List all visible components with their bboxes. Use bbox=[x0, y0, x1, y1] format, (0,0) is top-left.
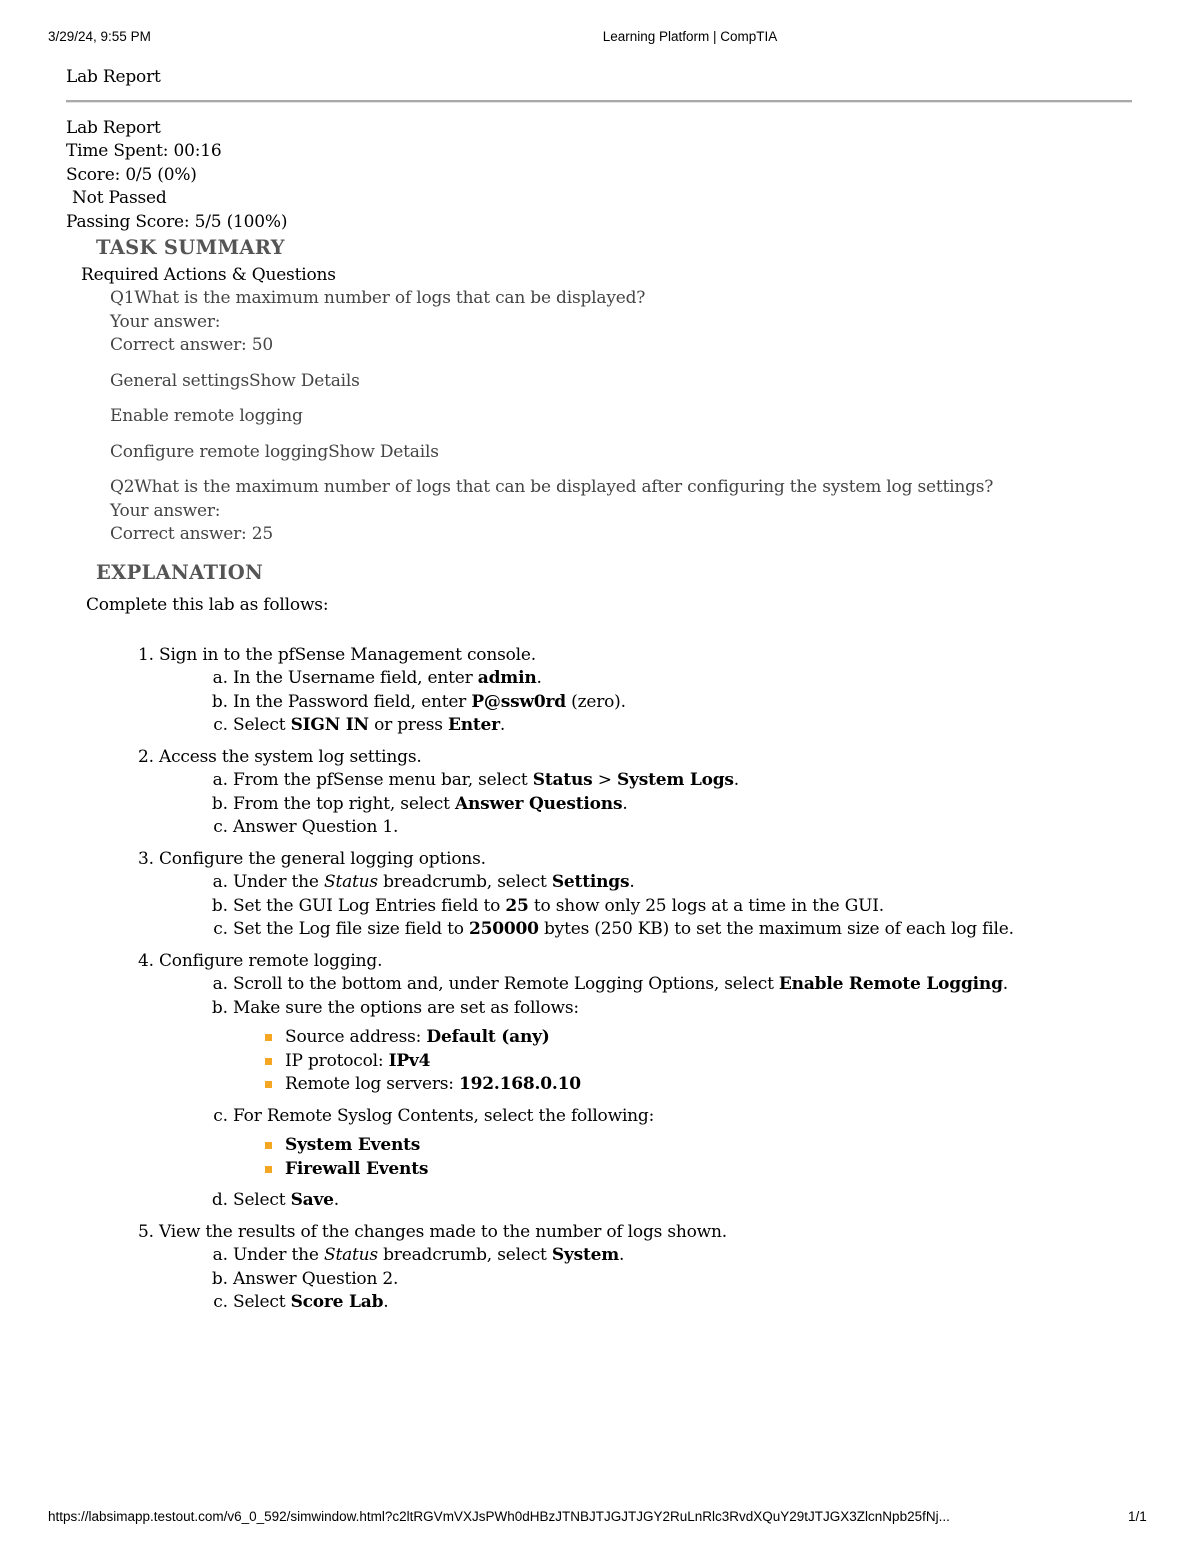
question-1 bbox=[110, 287, 1136, 358]
step-text: Access the system log settings. bbox=[159, 746, 422, 767]
substeps bbox=[159, 871, 1136, 942]
task-general-settings bbox=[110, 370, 1136, 394]
lab-report bbox=[66, 66, 1136, 1323]
substep: b. Answer Question 2. bbox=[233, 1268, 1136, 1292]
explanation-heading: EXPLANATION bbox=[96, 560, 264, 584]
print-header bbox=[0, 29, 1200, 47]
pass-status: Not Passed bbox=[72, 188, 167, 208]
task-label: Enable remote logging bbox=[110, 406, 303, 426]
substep: c. For Remote Syslog Contents, select the following: System Events Firewall Events bbox=[233, 1105, 1136, 1182]
task-label: General settings bbox=[110, 370, 249, 391]
report-title: Lab Report bbox=[66, 117, 161, 138]
explanation-steps bbox=[66, 644, 1136, 1315]
bullet-square-icon bbox=[265, 1142, 272, 1149]
substep: c. Select Score Lab. bbox=[233, 1291, 1136, 1315]
required-actions-list bbox=[110, 287, 1136, 547]
substep: b. In the Password field, enter P@ssw0rd (zero). bbox=[233, 691, 1136, 715]
score: Score: 0/5 (0%) bbox=[66, 164, 197, 185]
substeps bbox=[159, 973, 1136, 1213]
bullet-square-icon bbox=[265, 1081, 272, 1088]
question-text: Q2What is the maximum number of logs that can be displayed after configuring the system log settings? bbox=[110, 477, 994, 497]
print-datetime: 3/29/24, 9:55 PM bbox=[48, 29, 151, 44]
substep: a. Under the Status breadcrumb, select System. bbox=[233, 1244, 1136, 1268]
step-2 bbox=[159, 746, 1136, 840]
substep: a. In the Username field, enter admin. bbox=[233, 667, 1136, 691]
bullet-square-icon bbox=[265, 1034, 272, 1041]
bullet-item: IP protocol: IPv4 bbox=[285, 1050, 1136, 1074]
score-summary bbox=[66, 117, 1136, 235]
passing-score: Passing Score: 5/5 (100%) bbox=[66, 211, 288, 232]
bullet-item: System Events bbox=[285, 1134, 1136, 1158]
step-text: Configure the general logging options. bbox=[159, 848, 486, 869]
print-url: https://labsimapp.testout.com/v6_0_592/simwindow.html?c2ltRGVmVXJsPWh0dHBzJTNBJTJGJTJGY2RuLnRlc3RvdXQuY29tJTJGX3ZlcnNpb25fNj... bbox=[48, 1509, 950, 1524]
required-actions-heading: Required Actions & Questions bbox=[81, 264, 336, 285]
task-summary-heading: TASK SUMMARY bbox=[96, 236, 285, 259]
substep: c. Select SIGN IN or press Enter. bbox=[233, 714, 1136, 738]
step-1 bbox=[159, 644, 1136, 738]
show-details-link[interactable]: Show Details bbox=[249, 370, 360, 391]
your-answer: Your answer: bbox=[110, 500, 221, 521]
correct-answer: Correct answer: 25 bbox=[110, 524, 274, 544]
step-text: Sign in to the pfSense Management console. bbox=[159, 644, 536, 665]
substep: a. Scroll to the bottom and, under Remote Logging Options, select Enable Remote Logging. bbox=[233, 973, 1136, 997]
substeps bbox=[159, 769, 1136, 840]
bullet-item: Firewall Events bbox=[285, 1158, 1136, 1182]
divider bbox=[66, 100, 1132, 103]
option-list bbox=[233, 1134, 1136, 1181]
show-details-link[interactable]: Show Details bbox=[328, 441, 439, 462]
substep: b. Make sure the options are set as follows: Source address: Default (any) IP protocol: IPv4 Remote log servers: 192.168.0.10 bbox=[233, 997, 1136, 1097]
task-enable-remote-logging bbox=[110, 405, 1136, 429]
option-list bbox=[233, 1026, 1136, 1097]
bullet-item: Remote log servers: 192.168.0.10 bbox=[285, 1073, 1136, 1097]
substep: a. Under the Status breadcrumb, select Settings. bbox=[233, 871, 1136, 895]
question-2 bbox=[110, 476, 1136, 547]
task-label: Configure remote logging bbox=[110, 441, 329, 462]
task-configure-remote-logging bbox=[110, 441, 1136, 465]
substep: a. From the pfSense menu bar, select Status > System Logs. bbox=[233, 769, 1136, 793]
step-4 bbox=[159, 950, 1136, 1213]
bullet-item: Source address: Default (any) bbox=[285, 1026, 1136, 1050]
substep: d. Select Save. bbox=[233, 1189, 1136, 1213]
print-page-number: 1/1 bbox=[1128, 1509, 1147, 1524]
substep: c. Set the Log file size field to 250000 bytes (250 KB) to set the maximum size of each log file. bbox=[233, 918, 1136, 942]
substep: c. Answer Question 1. bbox=[233, 816, 1136, 840]
substeps bbox=[159, 667, 1136, 738]
print-footer bbox=[0, 1509, 1200, 1527]
bullet-square-icon bbox=[265, 1166, 272, 1173]
your-answer: Your answer: bbox=[110, 311, 221, 332]
bullet-square-icon bbox=[265, 1058, 272, 1065]
step-text: Configure remote logging. bbox=[159, 950, 383, 971]
time-spent: Time Spent: 00:16 bbox=[66, 141, 222, 161]
step-3 bbox=[159, 848, 1136, 942]
question-text: Q1What is the maximum number of logs that can be displayed? bbox=[110, 288, 646, 308]
step-5 bbox=[159, 1221, 1136, 1315]
explanation-intro: Complete this lab as follows: bbox=[86, 595, 329, 615]
step-text: View the results of the changes made to the number of logs shown. bbox=[159, 1221, 727, 1242]
print-page-title: Learning Platform | CompTIA bbox=[602, 29, 778, 44]
correct-answer: Correct answer: 50 bbox=[110, 335, 274, 355]
page-title: Lab Report bbox=[66, 67, 161, 87]
substep: b. Set the GUI Log Entries field to 25 to show only 25 logs at a time in the GUI. bbox=[233, 895, 1136, 919]
substep: b. From the top right, select Answer Questions. bbox=[233, 793, 1136, 817]
substeps bbox=[159, 1244, 1136, 1315]
